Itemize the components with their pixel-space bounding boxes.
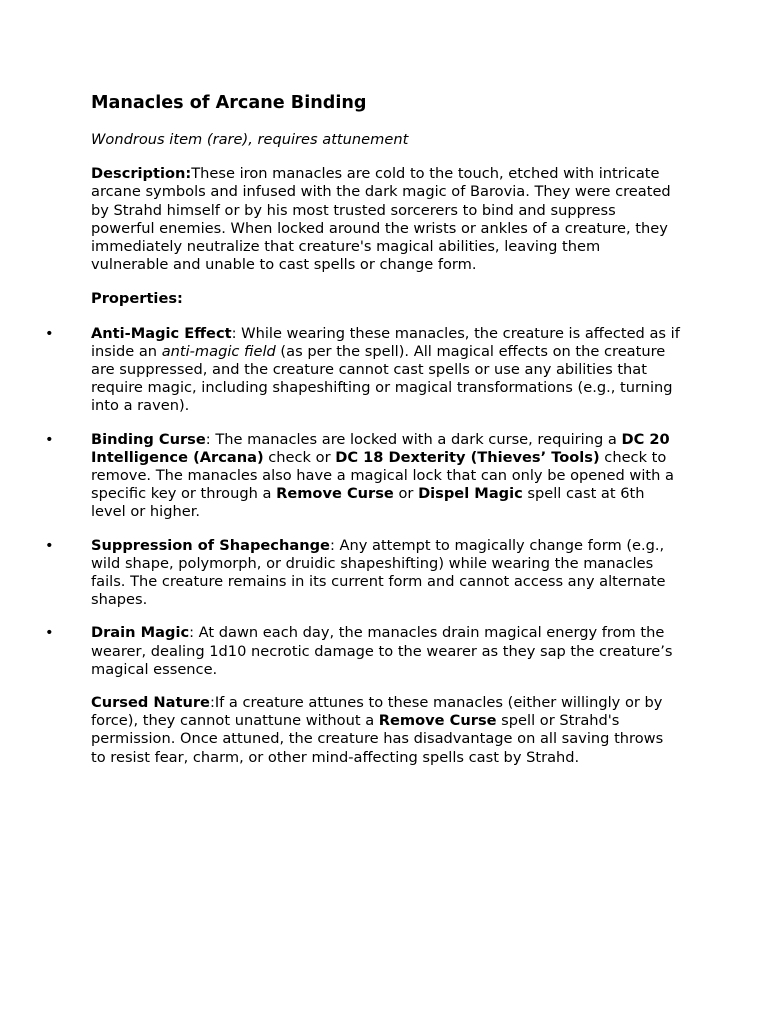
item-subtitle: Wondrous item (rare), requires attunement bbox=[91, 131, 409, 148]
property-name: Drain Magic bbox=[91, 624, 190, 642]
property-text: check or bbox=[263, 448, 336, 466]
property-emphasis: DC 20 Intelligence (Arcana) bbox=[91, 430, 670, 466]
property-emphasis: Remove Curse bbox=[276, 485, 394, 503]
property-text: : Any attempt to magically change form (e.g., wild shape, polymorph, or druidic shapeshifting) while wearing the manacles fails. The creature remains in its current form and cannot access any alternate shapes. bbox=[91, 536, 666, 609]
list-item-suppression-of-shapechange bbox=[45, 536, 681, 610]
property-emphasis: anti-magic field bbox=[161, 342, 276, 360]
property-text: : At dawn each day, the manacles drain magical energy from the wearer, dealing 1d10 necrotic damage to the wearer as they sap the creature’s magical essence. bbox=[91, 624, 673, 678]
item-title: Manacles of Arcane Binding bbox=[91, 93, 367, 113]
bullet-icon: • bbox=[45, 624, 54, 642]
property-name: Suppression of Shapechange bbox=[91, 536, 330, 554]
cursed-nature-text: spell or Strahd's permission. Once attuned, the creature has disadvantage on all saving throws to resist fear, charm, or other mind-affecting spells cast by Strahd. bbox=[91, 712, 664, 766]
description-text: These iron manacles are cold to the touch, etched with intricate arcane symbols and infused with the dark magic of Barovia. They were created by Strahd himself or by his most trusted sorcerers to bind and suppress powerful enemies. When locked around the wrists or ankles of a creature, they immediately neutralize that creature's magical abilities, leaving them vulnerable and unable to cast spells or change form. bbox=[91, 165, 671, 274]
properties-heading: Properties: bbox=[91, 290, 183, 308]
property-text: (as per the spell). All magical effects on the creature are suppressed, and the creature cannot cast spells or use any abilities that require magic, including shapeshifting or magical transformations (e.g., turning into a raven). bbox=[91, 342, 673, 415]
property-text: : While wearing these manacles, the creature is affected as if inside an bbox=[91, 324, 680, 360]
bullet-icon: • bbox=[45, 324, 54, 342]
document-page bbox=[45, 92, 681, 783]
cursed-nature-label: Cursed Nature bbox=[91, 694, 210, 712]
property-emphasis: DC 18 Dexterity (Thieves’ Tools) bbox=[335, 448, 600, 466]
cursed-nature-paragraph bbox=[91, 694, 681, 767]
property-text: : The manacles are locked with a dark curse, requiring a bbox=[205, 430, 622, 448]
property-name: Anti-Magic Effect bbox=[91, 324, 232, 342]
list-item-drain-magic bbox=[45, 624, 681, 679]
properties-list bbox=[45, 324, 681, 679]
property-text: check to remove. The manacles also have a magical lock that can only be opened with a specific key or through a bbox=[91, 448, 674, 503]
list-item-binding-curse bbox=[45, 430, 681, 522]
bullet-icon: • bbox=[45, 430, 54, 448]
description-paragraph bbox=[91, 165, 681, 274]
property-text: spell cast at 6th level or higher. bbox=[91, 485, 645, 521]
cursed-nature-emphasis: Remove Curse bbox=[378, 712, 497, 730]
property-emphasis: Dispel Magic bbox=[418, 485, 523, 503]
property-name: Binding Curse bbox=[91, 430, 206, 448]
cursed-nature-text: :If a creature attunes to these manacles (either willingly or by force), they cannot unattune without a bbox=[91, 694, 663, 730]
description-label: Description: bbox=[91, 165, 192, 183]
bullet-icon: • bbox=[45, 536, 54, 554]
property-text: or bbox=[393, 485, 419, 503]
list-item-anti-magic-effect bbox=[45, 324, 681, 416]
